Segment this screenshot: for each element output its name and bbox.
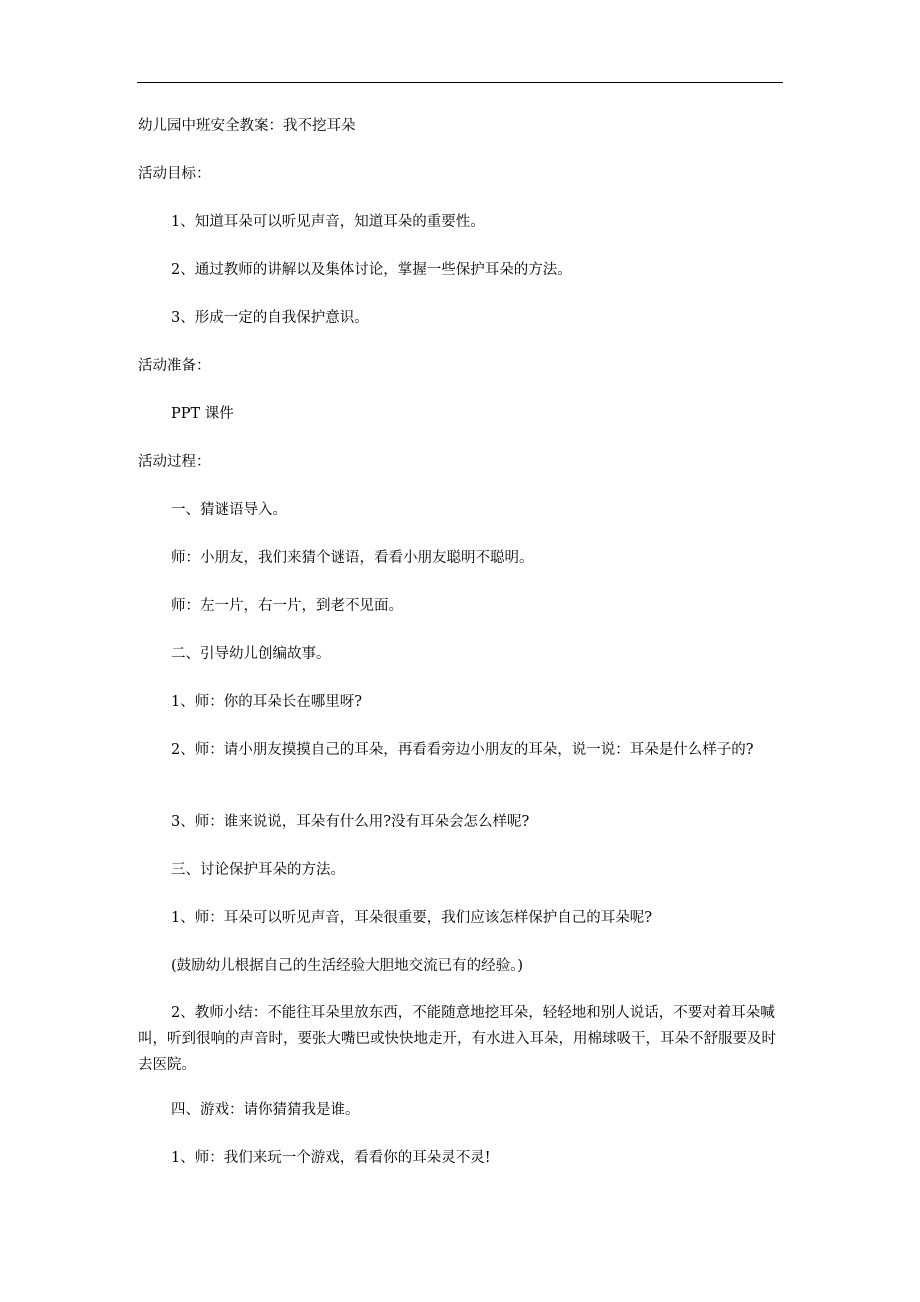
prep-heading: 活动准备： [138,358,211,374]
prep-item: PPT 课件 [171,406,234,422]
process-line: 师：左一片，右一片，到老不见面。 [171,598,403,614]
goal-item: 2、通过教师的讲解以及集体讨论，掌握一些保护耳朵的方法。 [171,262,572,278]
process-line: 二、引导幼儿创编故事。 [171,646,331,662]
process-line: 1、师：你的耳朵长在哪里呀? [171,694,362,710]
process-line: 1、师：耳朵可以听见声音，耳朵很重要，我们应该怎样保护自己的耳朵呢? [171,910,652,926]
goal-item: 1、知道耳朵可以听见声音，知道耳朵的重要性。 [171,214,485,230]
process-paragraph: 2、师：请小朋友摸摸自己的耳朵，再看看旁边小朋友的耳朵，说一说：耳朵是什么样子的? [171,742,754,758]
goal-item: 3、形成一定的自我保护意识。 [171,310,369,326]
process-paragraph: 2、教师小结：不能往耳朵里放东西，不能随意地挖耳朵，轻轻地和别人说话，不要对着耳朵喊叫，听到很响的声音时，要张大嘴巴或快快地走开，有水进入耳朵，用棉球吸干，耳朵不舒服要及时去医院。 [138,1005,776,1073]
header-rule [137,82,783,83]
process-line: 四、游戏：请你猜猜我是谁。 [171,1102,360,1118]
process-line: 师：小朋友，我们来猜个谜语，看看小朋友聪明不聪明。 [171,550,534,566]
document-title: 幼儿园中班安全教案：我不挖耳朵 [138,118,356,134]
process-line: 3、师：谁来说说，耳朵有什么用?没有耳朵会怎么样呢? [171,814,530,830]
goals-heading: 活动目标： [138,166,211,182]
process-line: 三、讨论保护耳朵的方法。 [171,862,345,878]
process-line: 1、师：我们来玩一个游戏，看看你的耳朵灵不灵! [171,1150,491,1166]
process-line: 一、猜谜语导入。 [171,502,287,518]
process-line: (鼓励幼儿根据自己的生活经验大胆地交流已有的经验。) [171,958,524,974]
process-heading: 活动过程： [138,454,211,470]
